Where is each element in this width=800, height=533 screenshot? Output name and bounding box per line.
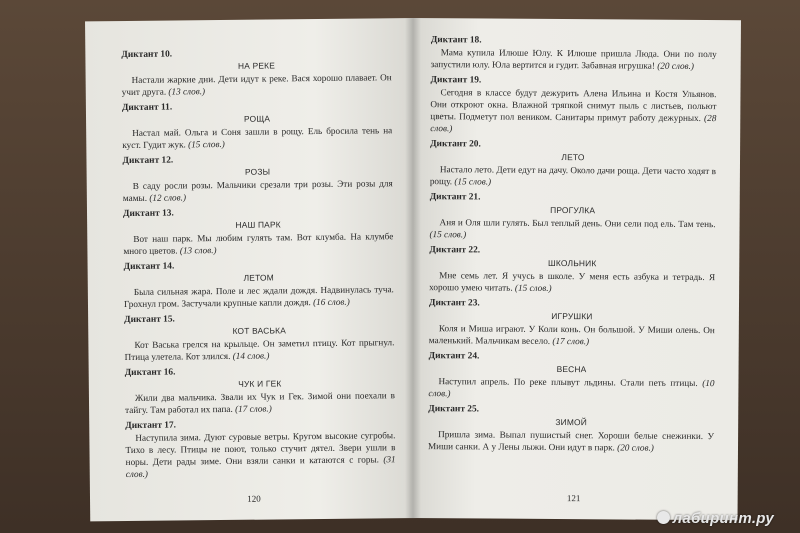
- dictation-heading: Диктант 20.: [430, 139, 481, 150]
- dictation-text: [430, 86, 716, 136]
- word-count: (17 слов.): [235, 403, 272, 414]
- word-count: (13 слов.): [168, 86, 206, 97]
- word-count: (14 слов.): [232, 350, 270, 361]
- dictation-body: В саду росли розы. Мальчики срезали три розы. Эти розы для мамы.: [122, 178, 393, 204]
- word-count: (20 слов.): [657, 60, 694, 71]
- dictation-heading: Диктант 24.: [428, 351, 480, 362]
- word-count: (12 слов.): [149, 192, 187, 203]
- dictation-text: [123, 177, 393, 204]
- dictation-text: [431, 46, 717, 72]
- dictation-entry: [124, 311, 394, 363]
- dictation-body: Настали жаркие дни. Дети идут к реке. Вася хорошо плавает. Он учит друга.: [121, 72, 392, 98]
- dictation-entry: [122, 152, 392, 204]
- dictation-text: [122, 71, 392, 98]
- dictation-heading: Диктант 13.: [122, 208, 174, 220]
- dictation-heading: Диктант 17.: [125, 420, 177, 432]
- labyrinth-logo-icon: [657, 511, 670, 524]
- dictation-entry: [122, 99, 392, 151]
- dictation-title: НАШ ПАРК: [235, 219, 281, 230]
- dictation-title: ЛЕТО: [561, 152, 585, 163]
- dictation-text: [429, 216, 715, 242]
- dictation-title: РОЩА: [243, 113, 271, 124]
- word-count: (10 слов.): [428, 378, 715, 399]
- dictation-entry: [429, 191, 715, 242]
- dictation-entry: [124, 258, 394, 310]
- dictation-body: Была сильная жара. Поле и лес ждали дождя. Надвинулась туча. Грохнул гром. Застучали крупные капли дождя.: [123, 284, 394, 310]
- dictation-body: Пришла зима. Выпал пушистый снег. Хороши белые снежинки. У Миши санки. А у Лены лыжи. Они идут в парк.: [427, 429, 715, 453]
- dictation-heading: Диктант 18.: [430, 35, 482, 46]
- dictation-text: [122, 124, 392, 151]
- dictation-entry: [430, 74, 716, 136]
- dictation-heading: Диктант 11.: [121, 102, 173, 114]
- watermark-text: лабиринт.ру: [672, 510, 774, 527]
- right-page: [410, 18, 741, 520]
- dictation-entry: [121, 46, 391, 98]
- dictation-entry: [428, 403, 714, 454]
- dictation-body: Наступил апрель. По реке плывут льдины. Стали петь птицы.: [438, 376, 698, 388]
- dictation-body: Наступила зима. Дуют суровые ветры. Кругом высокие сугробы. Тихо в лесу. Птицы не поют, только стучит дятел. Звери ушли в норы. Дети рады зиме. Они взяли санки и катаются с горы.: [125, 430, 396, 468]
- dictation-text: [124, 283, 394, 310]
- dictation-entry: [125, 364, 395, 416]
- dictation-body: Настал май. Ольга и Соня зашли в рощу. Ель бросила тень на куст. Гудит жук.: [122, 125, 393, 151]
- dictation-heading: Диктант 14.: [123, 261, 175, 273]
- word-count: (13 слов.): [179, 245, 217, 256]
- dictation-heading: Диктант 19.: [430, 75, 482, 86]
- dictation-body: Настало лето. Дети едут на дачу. Около дачи роща. Дети часто ходят в рощу.: [429, 164, 716, 187]
- dictation-heading: Диктант 23.: [428, 298, 480, 309]
- dictation-heading: Диктант 16.: [124, 367, 176, 379]
- word-count: (31 слов.): [125, 454, 396, 480]
- left-page: [85, 18, 418, 521]
- dictation-entry: [125, 417, 396, 480]
- dictation-entry: [429, 244, 715, 295]
- dictation-heading: Диктант 22.: [429, 245, 481, 256]
- dictation-text: [125, 429, 395, 480]
- dictation-entry: [430, 138, 716, 189]
- dictation-text: [428, 428, 714, 454]
- dictation-heading: Диктант 12.: [122, 155, 174, 167]
- page-number-left: 120: [247, 493, 261, 504]
- dictation-body: Сегодня в классе будут дежурить Алена Ильина и Костя Ульянов. Они откроют окна. Влажной тряпкой снимут пыль с листьев, польют цветы. Подметут пол веником. Санитары примут работу дежурных.: [430, 87, 717, 124]
- word-count: (15 слов.): [454, 176, 492, 187]
- word-count: (16 слов.): [312, 296, 350, 308]
- word-count: (28 слов.): [430, 113, 717, 134]
- dictation-entry: [431, 34, 717, 72]
- dictation-body: Жили два мальчика. Звали их Чук и Гек. Зимой они поехали в тайгу. Там работал их папа.: [125, 390, 396, 416]
- watermark: [657, 510, 774, 527]
- dictation-title: ШКОЛЬНИК: [548, 257, 597, 269]
- dictation-text: [125, 389, 395, 416]
- dictation-text: [430, 163, 716, 189]
- dictation-heading: Диктант 10.: [121, 49, 173, 61]
- dictation-body: Вот наш парк. Мы любим гулять там. Вот клумба. На клумбе много цветов.: [123, 231, 394, 257]
- dictation-text: [429, 322, 715, 348]
- page-number-right: 121: [566, 493, 581, 504]
- dictation-title: НА РЕКЕ: [237, 60, 276, 71]
- dictation-title: ИГРУШКИ: [551, 310, 593, 322]
- word-count: (15 слов.): [429, 229, 467, 240]
- dictation-heading: Диктант 15.: [124, 314, 175, 326]
- dictation-heading: Диктант 21.: [429, 192, 481, 203]
- open-book: [85, 18, 741, 518]
- word-count: (17 слов.): [552, 335, 590, 347]
- word-count: (15 слов.): [188, 138, 225, 150]
- dictation-title: ЛЕТОМ: [243, 272, 274, 283]
- dictation-title: ВЕСНА: [556, 364, 587, 375]
- dictation-title: ЗИМОЙ: [555, 417, 588, 428]
- word-count: (20 слов.): [617, 442, 654, 453]
- dictation-body: Мне семь лет. Я учусь в школе. У меня есть азбука и тетрадь. Я хорошо умею читать.: [429, 270, 716, 293]
- dictation-entry: [429, 297, 715, 348]
- dictation-body: Аня и Оля шли гулять. Был теплый день. Они сели под ель. Там тень.: [439, 217, 716, 230]
- dictation-body: Мама купила Илюше Юлу. К Илюше пришла Люда. Они по полу запустили юлу. Юла вертится и гудит. Забавная игрушка!: [430, 47, 717, 71]
- dictation-entry: [428, 350, 714, 401]
- dictation-title: РОЗЫ: [244, 166, 271, 177]
- dictation-text: [123, 230, 393, 257]
- dictation-text: [429, 269, 715, 295]
- dictation-heading: Диктант 25.: [428, 404, 480, 415]
- dictation-body: Коля и Миша играют. У Коли конь. Он большой. У Миши олень. Он маленький. Мальчикам весело.: [428, 323, 715, 346]
- dictation-text: [428, 375, 714, 401]
- dictation-text: [124, 336, 394, 363]
- dictation-title: КОТ ВАСЬКА: [232, 325, 287, 336]
- dictation-title: ЧУК И ГЕК: [238, 378, 282, 389]
- book-gutter: [405, 18, 421, 518]
- word-count: (15 слов.): [514, 282, 552, 293]
- dictation-title: ПРОГУЛКА: [550, 204, 596, 216]
- dictation-entry: [123, 205, 393, 257]
- dictation-body: Кот Васька грелся на крыльце. Он заметил птицу. Кот прыгнул. Птица улетела. Кот злился.: [124, 337, 395, 363]
